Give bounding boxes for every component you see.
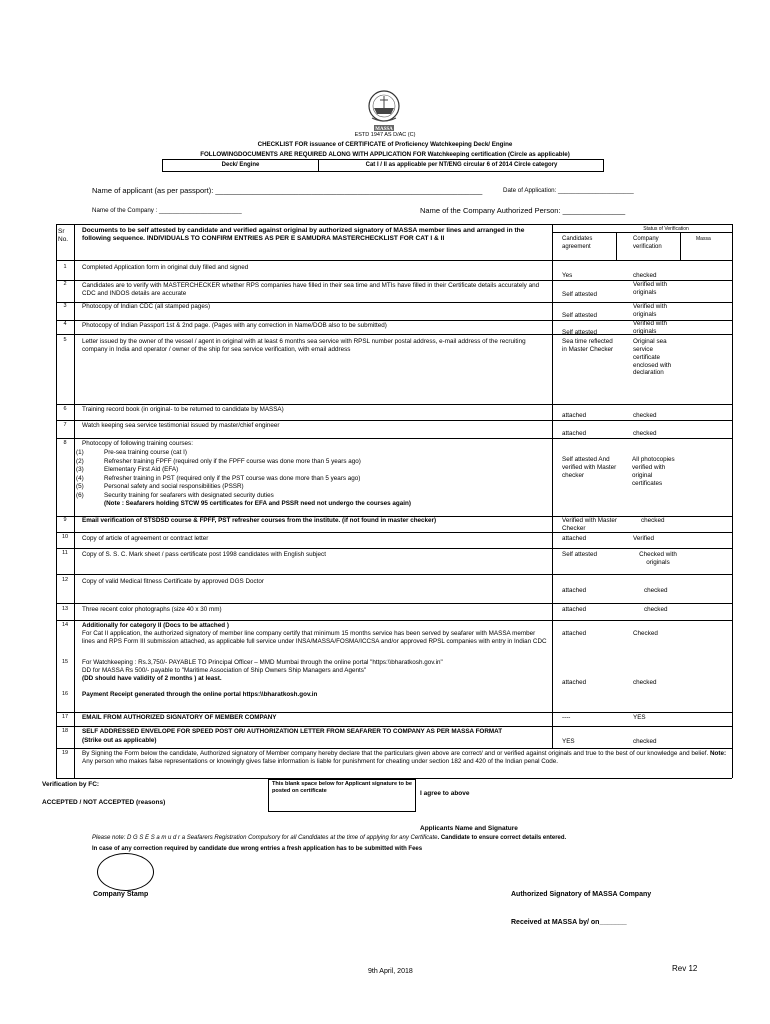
row-candidate[interactable]: Self attested And verified with Master checker — [562, 456, 617, 479]
row-number: 6 — [63, 406, 67, 412]
course-number: (1) — [76, 449, 84, 456]
row-number: 13 — [61, 606, 69, 612]
row-number: 9 — [63, 517, 67, 523]
row-doc: Additionally for category II (Docs to be attached ) — [82, 622, 229, 629]
verification-label: Verification by FC: — [42, 781, 100, 788]
row-company[interactable]: Original sea service certificate enclosed with declaration — [633, 338, 672, 377]
row-doc: Letter issued by the owner of the vessel / agent in original with at least 6 months sea service with RPSL number postal address, e-mail address of the recruiting company in India and operator / owner of the ship for sea service verification, with email address — [82, 338, 526, 353]
category-ii-details: For Cat II application, the authorized signatory of member line company certify that minimum 15 months service has been served by seafarer with MASSA member lines and RPS Form III submission attached, as applicable full service under INSA/MASSA/FOSMA/ICCSA and/or approved RPSL companies with entry in Indian CDC — [82, 630, 547, 645]
declaration-note: Any person who makes false representations or knowingly gives false information is liable for punishment for cheating under section 182 and 420 of the Indian penal Code. — [82, 757, 559, 765]
row-number: 10 — [61, 534, 69, 540]
row-company[interactable]: Verified with originals — [633, 320, 667, 335]
row-doc: Watch keeping sea service testimonial issued by master/chief engineer — [82, 422, 280, 429]
category-box — [162, 159, 604, 172]
course-number: (6) — [76, 491, 84, 499]
declaration-body: By Signing the Form below the candidate, Authorized signatory of Member company hereby declare that the particulars given above are correct/ and or verified against originals and true to the best of our knowledge and belief. — [82, 750, 709, 757]
row-company[interactable]: checked — [633, 430, 657, 437]
course-name: Personal safety and social responsibilities (PSSR) — [104, 483, 244, 490]
dd-details: DD for MASSA Rs 500/- payable to "Maritime Association of Ship Owners Ship Managers and Agents" — [82, 667, 367, 674]
row-company[interactable]: YES — [633, 714, 646, 721]
row-number: 2 — [63, 281, 67, 287]
massa-logo — [362, 88, 406, 132]
course-name: Refresher training in PST (required only if the PST course was done more than 5 years ago) — [104, 474, 361, 482]
declaration-text — [82, 750, 728, 766]
row-number: 19 — [61, 750, 69, 756]
authorized-signatory-label: Authorized Signatory of MASSA Company — [511, 891, 652, 898]
row-doc: EMAIL FROM AUTHORIZED SIGNATORY OF MEMBER COMPANY — [82, 714, 277, 721]
note-certificate: Certificate — [410, 835, 438, 841]
training-course-list — [76, 449, 550, 508]
row-number: 14 — [61, 622, 69, 628]
checklist-subtitle: FOLLOWINGDOCUMENTS ARE REQUIRED ALONG WITH APPLICATION FOR Watchkeeping certification (Circle as applicable) — [200, 151, 570, 158]
row-doc: Photocopy of following training courses: — [82, 440, 193, 447]
row-doc: Completed Application form in original duly filled and signed — [82, 264, 249, 271]
row-company[interactable]: checked — [633, 412, 657, 419]
row-doc: Payment Receipt generated through the online portal https:\\bharatkosh.gov.in — [82, 691, 318, 698]
please-note — [92, 835, 732, 842]
declaration-note-label: Note: — [709, 750, 727, 757]
row-doc: Copy of valid Medical fitness Certificate by approved DGS Doctor — [82, 578, 264, 585]
sr-header: Sr No. — [58, 228, 69, 244]
authorized-person-field[interactable]: Name of the Company Authorized Person: _______________ — [420, 206, 626, 215]
row-company[interactable]: checked — [641, 517, 665, 524]
checklist-title: CHECKLIST FOR issuance of CERTIFICATE of Proficiency Watchkeeping Deck/ Engine — [257, 141, 513, 148]
deck-engine-label[interactable]: Deck/ Engine — [163, 160, 319, 171]
company-col-header: Company verification — [633, 236, 662, 250]
agree-label: I agree to above — [420, 790, 470, 797]
row-candidate[interactable]: attached — [562, 412, 587, 419]
row-candidate[interactable]: Sea time reflected in Master Checker — [562, 338, 614, 353]
row-company[interactable]: Verified — [633, 535, 655, 542]
row-doc: Email verification of STSDSD course & FPFF, PST refresher courses from the institute. (if not found in master checker) — [82, 517, 437, 524]
row-candidate[interactable]: Self attested — [562, 312, 598, 319]
row-candidate[interactable]: Self attested — [562, 291, 598, 298]
row-company[interactable]: All photocopies verified with original certificates — [632, 456, 675, 487]
row-doc: Copy of article of agreement or contract letter — [82, 535, 209, 542]
row-company[interactable]: checked — [633, 738, 657, 745]
row-company[interactable]: Verified with originals — [633, 281, 667, 296]
row-doc: For Watchkeeping : Rs.3,750/- PAYABLE TO Principal Officer – MMD Mumbai through the online portal "https:\\bharatkosh.gov.in" — [82, 659, 443, 666]
row-candidate[interactable]: attached — [562, 679, 587, 686]
course-number: (5) — [76, 483, 84, 490]
row-candidate[interactable]: Self attested — [562, 551, 598, 558]
note-ensure: . Candidate to ensure correct details entered. — [437, 835, 567, 841]
row-candidate[interactable]: attached — [562, 430, 587, 437]
row-candidate[interactable]: attached — [562, 535, 587, 542]
company-stamp-label: Company Stamp — [93, 891, 149, 898]
row-candidate[interactable]: attached — [562, 630, 587, 637]
strike-out-note: (Strike out as applicable) — [82, 737, 157, 744]
signature-box-label: This blank space below for Applicant signature to be posted on certificate — [272, 781, 412, 794]
row-company[interactable]: Checked with originals — [639, 551, 677, 566]
checklist-table — [56, 224, 732, 778]
row-company[interactable]: checked — [633, 679, 657, 686]
row-number: 7 — [63, 422, 67, 428]
note-text: Please note: D G S E S a m u d r a Seafarers Registration Compulsory for all Candidates at the time of applying for any — [92, 835, 409, 841]
course-number: (4) — [76, 474, 84, 482]
massa-emblem-icon — [362, 88, 406, 132]
course-name: Pre-sea training course (cat I) — [104, 449, 187, 456]
applicant-name-field[interactable]: Name of applicant (as per passport): ________________________________________________________________ — [92, 186, 483, 195]
row-company[interactable]: checked — [644, 587, 668, 594]
row-doc: Three recent color photographs (size 40 x 30 mm) — [82, 606, 222, 613]
company-stamp-circle[interactable] — [97, 853, 154, 891]
course-number: (2) — [76, 457, 84, 465]
row-candidate[interactable]: YES — [562, 738, 575, 745]
received-label: Received at MASSA by/ on_______ — [511, 919, 627, 926]
row-number: 16 — [61, 691, 69, 697]
course-name: Refresher training FPFF (required only if the FPFF course was done more than 5 years ago) — [104, 457, 361, 465]
row-number: 4 — [63, 321, 67, 327]
row-number: 17 — [61, 714, 69, 720]
applicant-signature-label: Applicants Name and Signature — [420, 825, 518, 832]
row-doc: Training record book (in original- to be returned to candidate by MASSA) — [82, 406, 284, 413]
estd-text: ESTD 1947 AS D/AC (C) — [354, 132, 416, 138]
row-candidate[interactable]: Yes — [562, 272, 573, 279]
svg-text:MASSA: MASSA — [375, 127, 393, 132]
candidates-col-header: Candidates agreement — [562, 236, 593, 250]
accepted-label[interactable]: ACCEPTED / NOT ACCEPTED (reasons) — [42, 799, 166, 806]
row-company[interactable]: Verified with originals — [633, 303, 667, 318]
training-note: (Note : Seafarers holding STCW 95 certificates for EFA and PSSR need not undergo the courses again) — [104, 500, 411, 507]
row-number: 5 — [63, 337, 67, 343]
row-candidate[interactable]: Self attested — [562, 329, 598, 336]
row-company[interactable]: checked — [644, 606, 668, 613]
footer-date: 9th April, 2018 — [368, 968, 413, 975]
application-date-field[interactable]: Date of Application: ______________________ — [503, 187, 634, 194]
row-number: 3 — [63, 303, 67, 309]
row-candidate[interactable]: attached — [562, 606, 587, 613]
row-number: 12 — [61, 577, 69, 583]
row-doc: Candidates are to verify with MASTERCHECKER whether RPS companies have filled in their sea time and MTIs have filled in their Certificate details accurately and CDC and INDOS details are accurate — [82, 282, 540, 297]
row-number: 18 — [61, 728, 69, 734]
documents-header: Documents to be self attested by candidate and verified against original by authorized signatory of MASSA member lines and arranged in the following sequence. INDIVIDUALS TO CONFIRM ENTRIES AS PER E SAMUDRA MASTERCHECKLIST FOR CAT I & II — [82, 227, 525, 243]
dd-validity: (DD should have validity of 2 months ) at least. — [82, 675, 222, 682]
course-name: Security training for seafarers with designated security duties — [104, 491, 274, 499]
row-doc: Photocopy of Indian Passport 1st & 2nd page. (Pages with any correction in Name/DOB also to be submitted) — [82, 322, 387, 329]
row-number: 8 — [63, 440, 67, 446]
row-candidate[interactable]: ---- — [562, 714, 571, 721]
row-candidate[interactable]: attached — [562, 587, 587, 594]
row-candidate[interactable]: Verified with Master Checker — [562, 517, 617, 532]
massa-col-header: Massa — [696, 236, 711, 242]
course-number: (3) — [76, 466, 84, 473]
status-header: Status of Verification — [643, 226, 689, 232]
company-name-field[interactable]: Name of the Company : ________________________ — [92, 207, 242, 214]
revision-label: Rev 12 — [672, 964, 698, 973]
row-company[interactable]: checked — [633, 272, 657, 279]
row-doc: Photocopy of Indian CDC (all stamped pages) — [82, 303, 211, 310]
category-label[interactable]: Cat I / II as applicable per NT/ENG circular 6 of 2014 Circle category — [365, 162, 558, 168]
row-number: 11 — [62, 550, 68, 556]
row-doc: SELF ADDRESSED ENVELOPE FOR SPEED POST OR/ AUTHORIZATION LETTER FROM SEAFARER TO COMPANY AS PER MASSA FORMAT — [82, 728, 503, 735]
row-doc: Copy of S. S. C. Mark sheet / pass certificate post 1998 candidates with English subject — [82, 551, 326, 558]
row-number: 1 — [63, 264, 67, 270]
course-name: Elementary First Aid (EFA) — [104, 466, 179, 473]
correction-note: In case of any correction required by candidate due wrong entries a fresh application has to be submitted with Fees — [92, 846, 423, 852]
row-company[interactable]: Checked — [633, 630, 658, 637]
row-number: 15 — [61, 659, 69, 665]
